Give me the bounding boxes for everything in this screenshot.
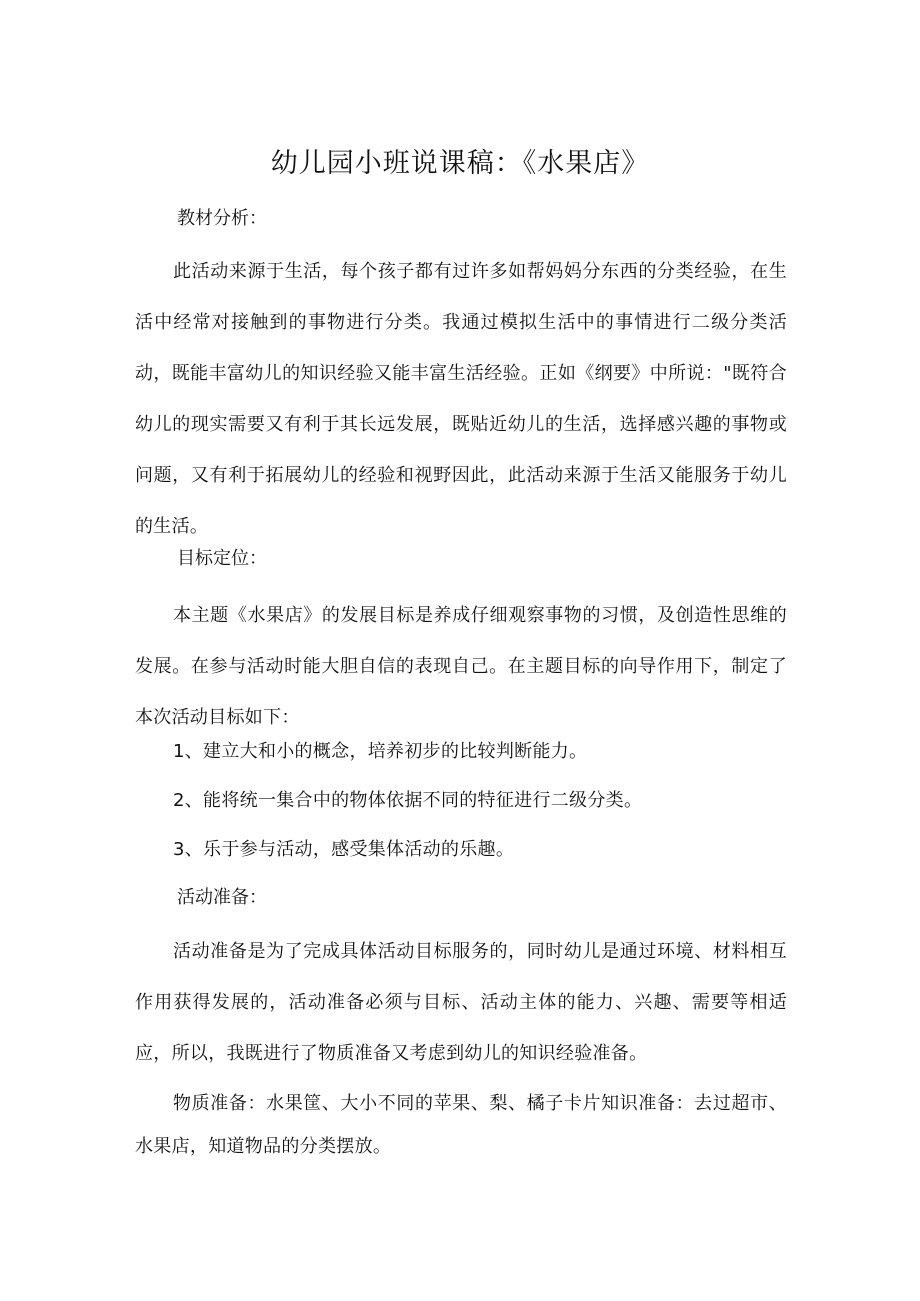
goal-item-3: 3、乐于参与活动，感受集体活动的乐趣。: [173, 839, 515, 860]
paragraph-material-preparation: 物质准备：水果筐、大小不同的苹果、梨、橘子卡片知识准备：去过超市、水果店，知道物品的分类摆放。: [135, 1093, 787, 1157]
paragraph-material-analysis: 此活动来源于生活，每个孩子都有过许多如帮妈妈分东西的分类经验，在生活中经常对接触到的事物进行分类。我通过模拟生活中的事情进行二级分类活动，既能丰富幼儿的知识经验又能丰富生活经验。正如《纲要》中所说："既符合幼儿的现实需要又有利于其长远发展，既贴近幼儿的生活，选择感兴趣的事物或问题，又有利于拓展幼儿的经验和视野因此，此活动来源于生活又能服务于幼儿的生活。: [135, 261, 787, 537]
section-heading-goal-positioning: 目标定位：: [177, 548, 267, 569]
goal-item-2: 2、能将统一集合中的物体依据不同的特征进行二级分类。: [173, 790, 643, 811]
section-heading-activity-preparation: 活动准备：: [177, 887, 267, 908]
paragraph-activity-preparation: 活动准备是为了完成具体活动目标服务的，同时幼儿是通过环境、材料相互作用获得发展的，活动准备必须与目标、活动主体的能力、兴趣、需要等相适应，所以，我既进行了物质准备又考虑到幼儿的知识经验准备。: [135, 941, 787, 1064]
goal-item-1: 1、建立大和小的概念，培养初步的比较判断能力。: [173, 741, 588, 762]
paragraph-goal-positioning: 本主题《水果店》的发展目标是养成仔细观察事物的习惯，及创造性思维的发展。在参与活动时能大胆自信的表现自己。在主题目标的向导作用下，制定了本次活动目标如下：: [135, 605, 787, 728]
page-title: 幼儿园小班说课稿：《水果店》: [270, 148, 650, 179]
section-heading-material-analysis: 教材分析：: [177, 208, 267, 229]
